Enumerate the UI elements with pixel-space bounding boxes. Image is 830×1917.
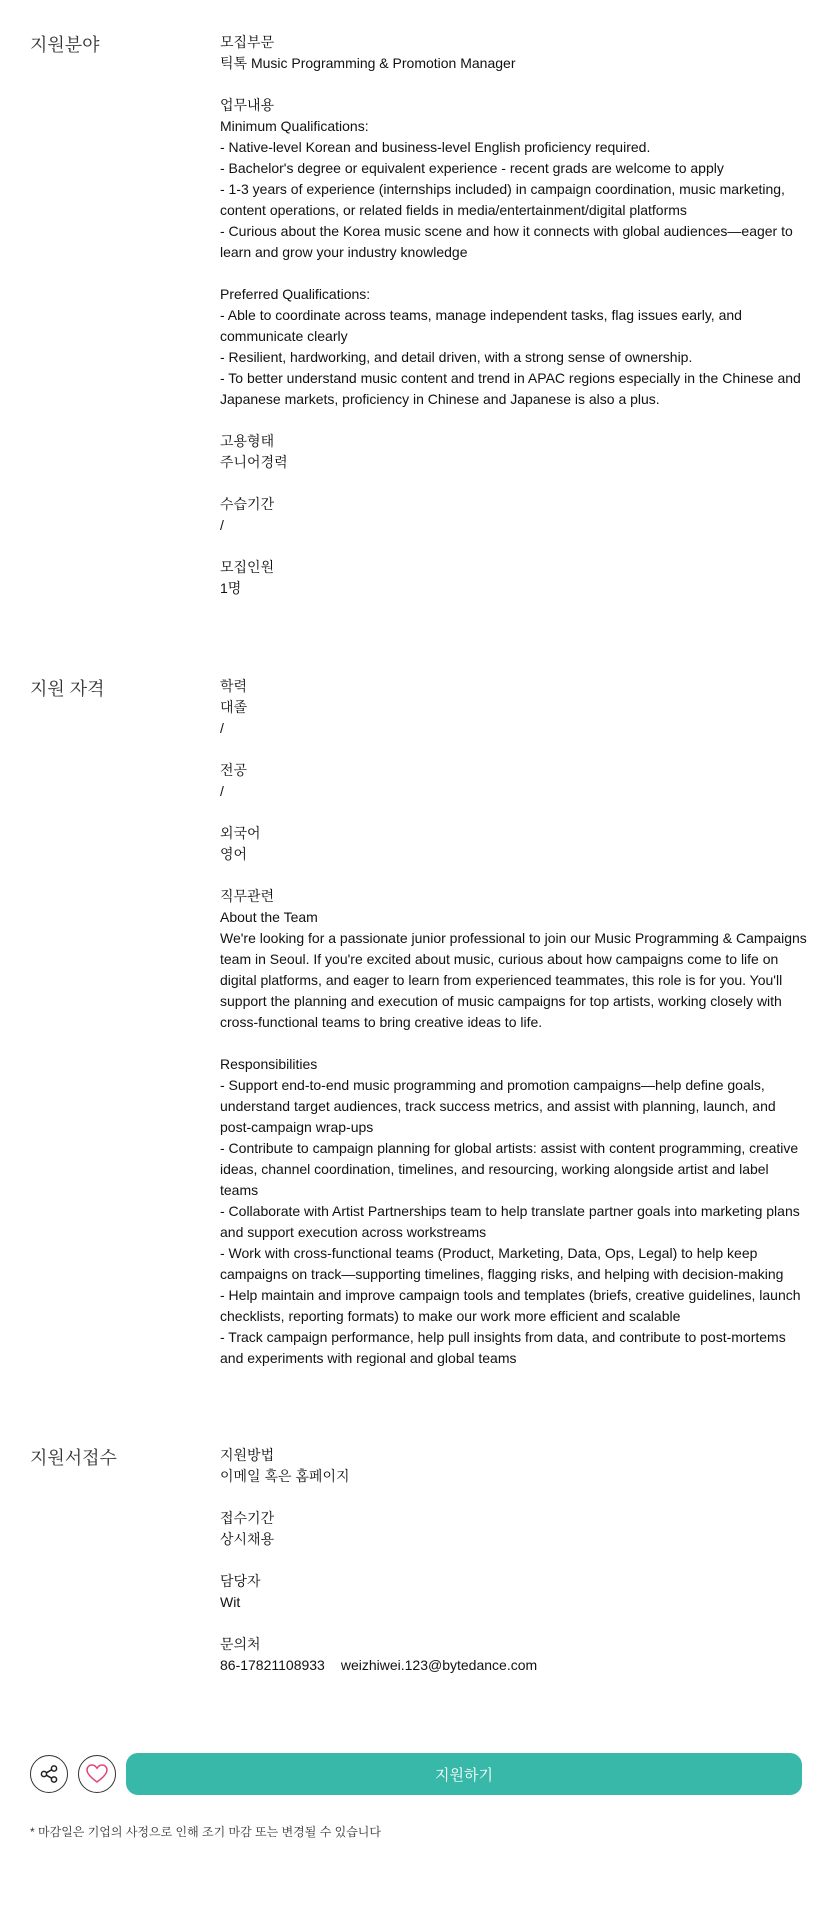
field-major — [220, 760, 808, 802]
about-text: We're looking for a passionate junior professional to join our Music Programming & Campaigns team in Seoul. If you're excited about music, curious about how campaigns come to life on digital platforms, and eager to learn from experienced teammates, this role is for you. You'll support the planning and execution of music campaigns for top artists, working closely with cross-functional teams to bring creative ideas to life. — [220, 930, 807, 1030]
deadline-notice: * 마감일은 기업의 사정으로 인해 조기 마감 또는 변경될 수 있습니다 — [30, 1825, 381, 1839]
period-value: 상시채용 — [220, 1531, 275, 1547]
education-extra: / — [220, 720, 224, 736]
employment-value: 주니어경력 — [220, 454, 288, 470]
field-period — [220, 1508, 808, 1550]
pref-qual-item: - Able to coordinate across teams, manage independent tasks, flag issues early, and communicate clearly — [220, 307, 742, 344]
method-label: 지원방법 — [220, 1447, 275, 1463]
resp-item: - Track campaign performance, help pull insights from data, and contribute to post-mortems and experiments with regional and global teams — [220, 1329, 786, 1366]
inquiry-contact — [220, 1655, 808, 1676]
method-value: 이메일 혹은 홈페이지 — [220, 1468, 350, 1484]
field-language — [220, 823, 808, 865]
min-qual-item: - 1-3 years of experience (internships included) in campaign coordination, music marketing, content operations, or related fields in media/entertainment/digital platforms — [220, 181, 785, 218]
field-education — [220, 676, 808, 739]
share-button[interactable] — [30, 1755, 68, 1793]
section-title-field: 지원분야 — [30, 35, 100, 55]
section-body-application — [220, 1445, 808, 1697]
headcount-value: 1명 — [220, 580, 242, 596]
pref-qual-heading: Preferred Qualifications: — [220, 286, 371, 302]
section-body-field — [220, 32, 808, 620]
apply-bar — [0, 1753, 830, 1797]
section-title-application: 지원서접수 — [30, 1448, 117, 1468]
period-label: 접수기간 — [220, 1510, 275, 1526]
language-value: 영어 — [220, 846, 248, 862]
share-icon — [39, 1764, 59, 1784]
resp-heading: Responsibilities — [220, 1056, 318, 1072]
field-job — [220, 886, 808, 1369]
major-value: / — [220, 783, 224, 799]
education-value: 대졸 — [220, 699, 248, 715]
resp-item: - Support end-to-end music programming and promotion campaigns—help define goals, understand target audiences, track success metrics, and assist with planning, launch, and post-campaign wrap-ups — [220, 1077, 776, 1135]
field-duties — [220, 95, 808, 410]
min-qual-item: - Bachelor's degree or equivalent experience - recent grads are welcome to apply — [220, 160, 724, 176]
recruit-label: 모집부문 — [220, 34, 275, 50]
resp-item: - Help maintain and improve campaign tools and templates (briefs, creative guidelines, launch checklists, reporting formats) to make our work more efficient and scalable — [220, 1287, 801, 1324]
about-heading: About the Team — [220, 909, 318, 925]
education-label: 학력 — [220, 678, 248, 694]
probation-value: / — [220, 517, 224, 533]
pref-qual-item: - Resilient, hardworking, and detail driven, with a strong sense of ownership. — [220, 349, 693, 365]
apply-button[interactable]: 지원하기 — [126, 1753, 802, 1795]
spacer — [220, 1033, 808, 1054]
heart-icon — [86, 1764, 108, 1784]
resp-item: - Work with cross-functional teams (Product, Marketing, Data, Ops, Legal) to help keep campaigns on track—supporting timelines, flagging risks, and helping with decision-making — [220, 1245, 784, 1282]
spacer — [220, 263, 808, 284]
probation-label: 수습기간 — [220, 496, 275, 512]
headcount-label: 모집인원 — [220, 559, 275, 575]
min-qual-item: - Curious about the Korea music scene and how it connects with global audiences—eager to learn and grow your industry knowledge — [220, 223, 793, 260]
section-title-qualification: 지원 자격 — [30, 679, 105, 699]
job-label: 직무관련 — [220, 888, 275, 904]
contact-person-value: Wit — [220, 1594, 241, 1610]
inquiry-label: 문의처 — [220, 1636, 261, 1652]
resp-item: - Contribute to campaign planning for global artists: assist with content programming, creative ideas, channel coordination, timelines, and resourcing, working alongside artist and label teams — [220, 1140, 799, 1198]
field-headcount — [220, 557, 808, 599]
employment-label: 고용형태 — [220, 433, 275, 449]
min-qual-heading: Minimum Qualifications: — [220, 118, 369, 134]
field-inquiry — [220, 1634, 808, 1676]
section-body-qualification — [220, 676, 808, 1390]
field-method — [220, 1445, 808, 1487]
recruit-value: 틱톡 Music Programming & Promotion Manager — [220, 55, 516, 71]
pref-qual-item: - To better understand music content and trend in APAC regions especially in the Chinese and Japanese markets, proficiency in Chinese and Japanese is also a plus. — [220, 370, 801, 407]
field-probation — [220, 494, 808, 536]
inquiry-email: weizhiwei.123@bytedance.com — [340, 1657, 538, 1673]
field-recruit — [220, 32, 808, 74]
field-employment — [220, 431, 808, 473]
field-contact-person — [220, 1571, 808, 1613]
resp-item: - Collaborate with Artist Partnerships team to help translate partner goals into marketing plans and support execution across workstreams — [220, 1203, 800, 1240]
language-label: 외국어 — [220, 825, 261, 841]
contact-person-label: 담당자 — [220, 1573, 261, 1589]
major-label: 전공 — [220, 762, 248, 778]
duties-label: 업무내용 — [220, 97, 275, 113]
inquiry-phone: 86-17821108933 — [220, 1657, 325, 1673]
like-button[interactable] — [78, 1755, 116, 1793]
min-qual-item: - Native-level Korean and business-level English proficiency required. — [220, 139, 651, 155]
